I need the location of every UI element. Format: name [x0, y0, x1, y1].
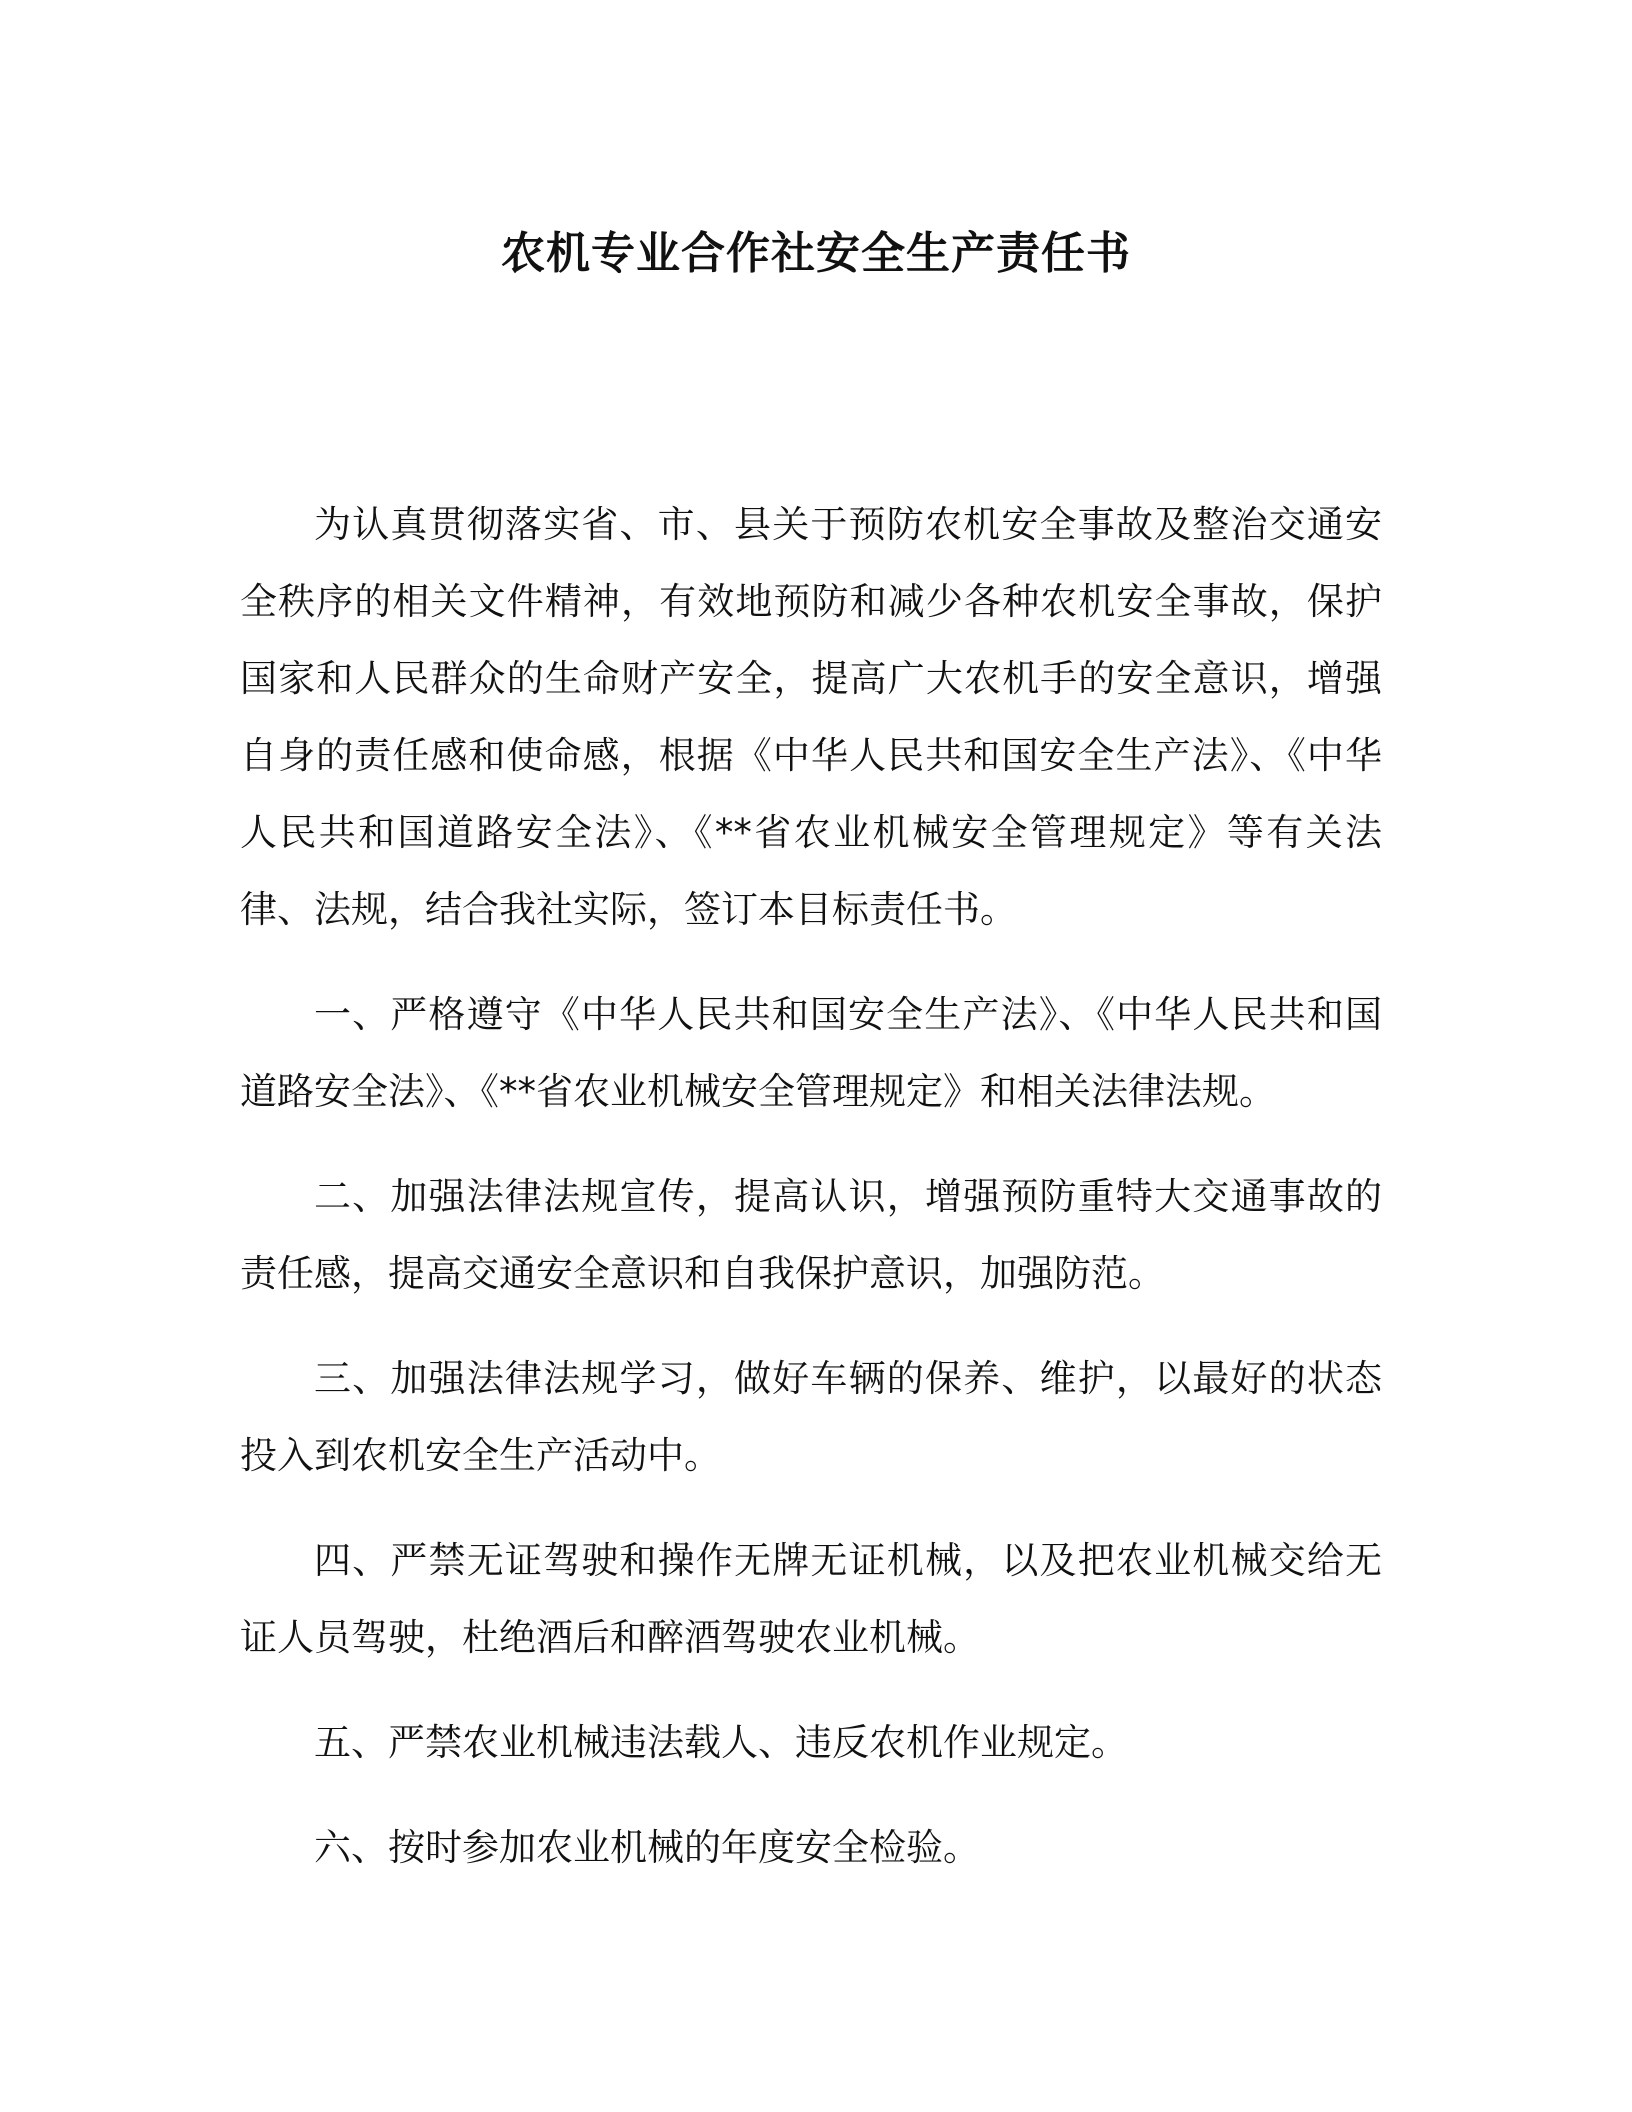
paragraph-item-3: 三、加强法律法规学习，做好车辆的保养、维护，以最好的状态投入到农机安全生产活动中。	[240, 1357, 1382, 1477]
document-body	[240, 486, 1382, 1886]
paragraph-item-2: 二、加强法律法规宣传，提高认识，增强预防重特大交通事故的责任感，提高交通安全意识和自我保护意识，加强防范。	[240, 1175, 1382, 1295]
paragraph-item-4: 四、严禁无证驾驶和操作无牌无证机械，以及把农业机械交给无证人员驾驶，杜绝酒后和醉酒驾驶农业机械。	[240, 1539, 1382, 1659]
paragraph-item-6: 六、按时参加农业机械的年度安全检验。	[314, 1826, 980, 1869]
paragraph-preamble: 为认真贯彻落实省、市、县关于预防农机安全事故及整治交通安全秩序的相关文件精神，有效地预防和减少各种农机安全事故，保护国家和人民群众的生命财产安全，提高广大农机手的安全意识，增强自身的责任感和使命感，根据《中华人民共和国安全生产法》、《中华人民共和国道路安全法》、《**省农业机械安全管理规定》等有关法律、法规，结合我社实际，签订本目标责任书。	[240, 503, 1382, 931]
paragraph-item-1: 一、严格遵守《中华人民共和国安全生产法》、《中华人民共和国道路安全法》、《**省农业机械安全管理规定》和相关法律法规。	[240, 993, 1382, 1113]
paragraph-item-5: 五、严禁农业机械违法载人、违反农机作业规定。	[314, 1721, 1128, 1764]
document-title: 农机专业合作社安全生产责任书	[501, 228, 1131, 279]
